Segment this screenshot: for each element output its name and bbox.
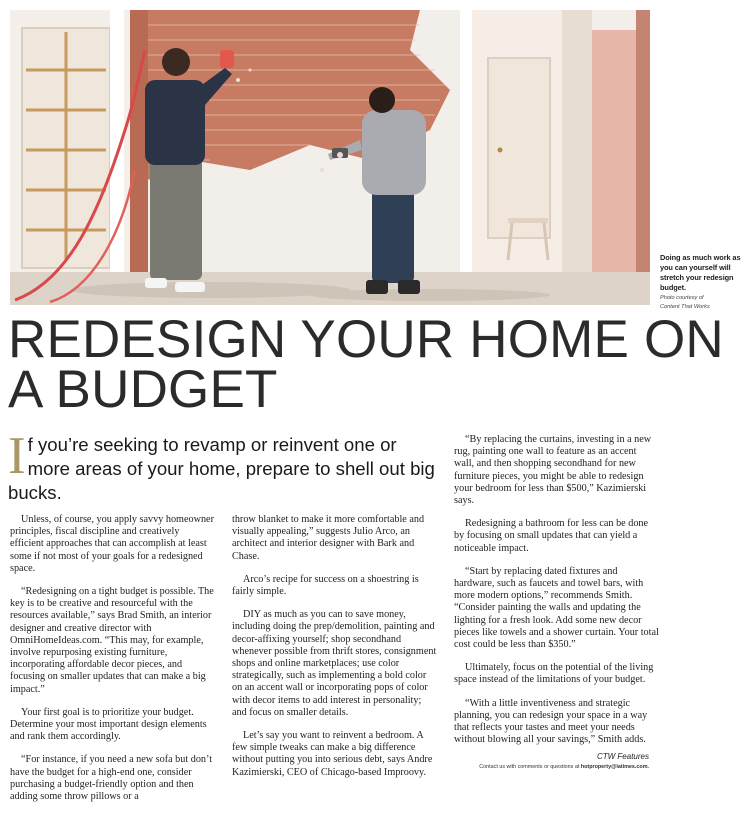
renovation-photo-art: [10, 10, 650, 305]
paragraph: “Start by replacing dated fixtures and hardware, such as faucets and towel bars, with more modern options,” recommends Smith. “Consider painting the walls and updating the lighting for a fresh look. Add some new decor pieces like towels and a shower curtain. Your total cost could be less than $350.”: [454, 565, 659, 651]
article-headline: REDESIGN YOUR HOME ON A BUDGET: [8, 310, 724, 419]
article-deck: [8, 427, 438, 505]
paragraph: Redesigning a bathroom for less can be done by focusing on small updates that can yield a noticeable impact.: [454, 518, 649, 554]
photo-credit-label: Photo courtesy of: [660, 295, 704, 301]
paragraph: Your first goal is to prioritize your budget. Determine your most important design elements and rank them accordingly.: [10, 706, 207, 743]
paragraph: Unless, of course, you apply savvy homeowner principles, fiscal discipline and creatively efficient approaches that can accomplish at least some if not most of your goals for a redesigned space.: [10, 514, 214, 574]
paragraph: “For instance, if you need a new sofa but don’t have the budget for a high-end one, consider purchasing a budget-friendly option and then adding some throw pillows or a: [10, 754, 213, 803]
photo-caption: [660, 253, 752, 312]
paragraph: throw blanket to make it more comfortable and visually appealing,” suggests Julio Arco, an architect and interior designer with Bark and Chase.: [232, 514, 425, 562]
body-column-3: [454, 434, 659, 757]
photo-credit-source: Content That Works: [660, 304, 710, 310]
paragraph: Arco’s recipe for success on a shoestring is fairly simple.: [232, 573, 419, 598]
paragraph: “Redesigning on a tight budget is possible. The key is to be creative and resourceful with the resources available,” says Brad Smith, an interior designer and creative director with OmniHomeIdeas.com. “This may, for example, involve repurposing existing furniture, incorporating affordable decor pieces, and focusing on smaller updates that can make a big impact.”: [10, 586, 214, 695]
renovation-photo: [10, 10, 650, 305]
paragraph: DIY as much as you can to save money, including doing the prep/demolition, painting and decor-affixing yourself; shop secondhand whenever possible from thrift stores, consignment shops and online marketplaces; use color strategically, such as implementing a bold color on an accent wall or incorporating pops of color with decor items to add interest in personality; and focus on smaller details.: [232, 609, 437, 718]
paragraph: “By replacing the curtains, investing in a new rug, painting one wall to feature as an accent wall, and then shopping secondhand for new furniture pieces, you might be able to redesign your bedroom for less than $500,” Kazimierski says.: [454, 434, 652, 507]
body-column-1: [10, 514, 215, 814]
contact-line: [454, 764, 649, 770]
byline: CTW Features: [596, 752, 649, 761]
paragraph: Ultimately, focus on the potential of the living space instead of the limitations of your budget.: [454, 662, 654, 686]
paragraph: Let’s say you want to reinvent a bedroom. A few simple tweaks can make a big difference without putting you into serious debt, says Andre Kazimierski, CEO of Chicago-based Improovy.: [232, 730, 433, 778]
contact-prefix: Contact us with comments or questions at: [479, 764, 580, 770]
caption-text: Doing as much work as you can yourself will stretch your redesign budget.: [660, 253, 741, 292]
drop-cap: I: [8, 427, 26, 485]
deck-text: f you’re seeking to revamp or reinvent one or more areas of your home, prepare to shell out big bucks.: [8, 434, 435, 503]
contact-email[interactable]: hotproperty@latimes.com.: [580, 764, 649, 770]
paragraph: “With a little inventiveness and strategic planning, you can redesign your space in a way that reflects your tastes and meet your needs without blowing all your savings,” Smith adds.: [454, 697, 648, 746]
body-column-2: [232, 514, 437, 790]
